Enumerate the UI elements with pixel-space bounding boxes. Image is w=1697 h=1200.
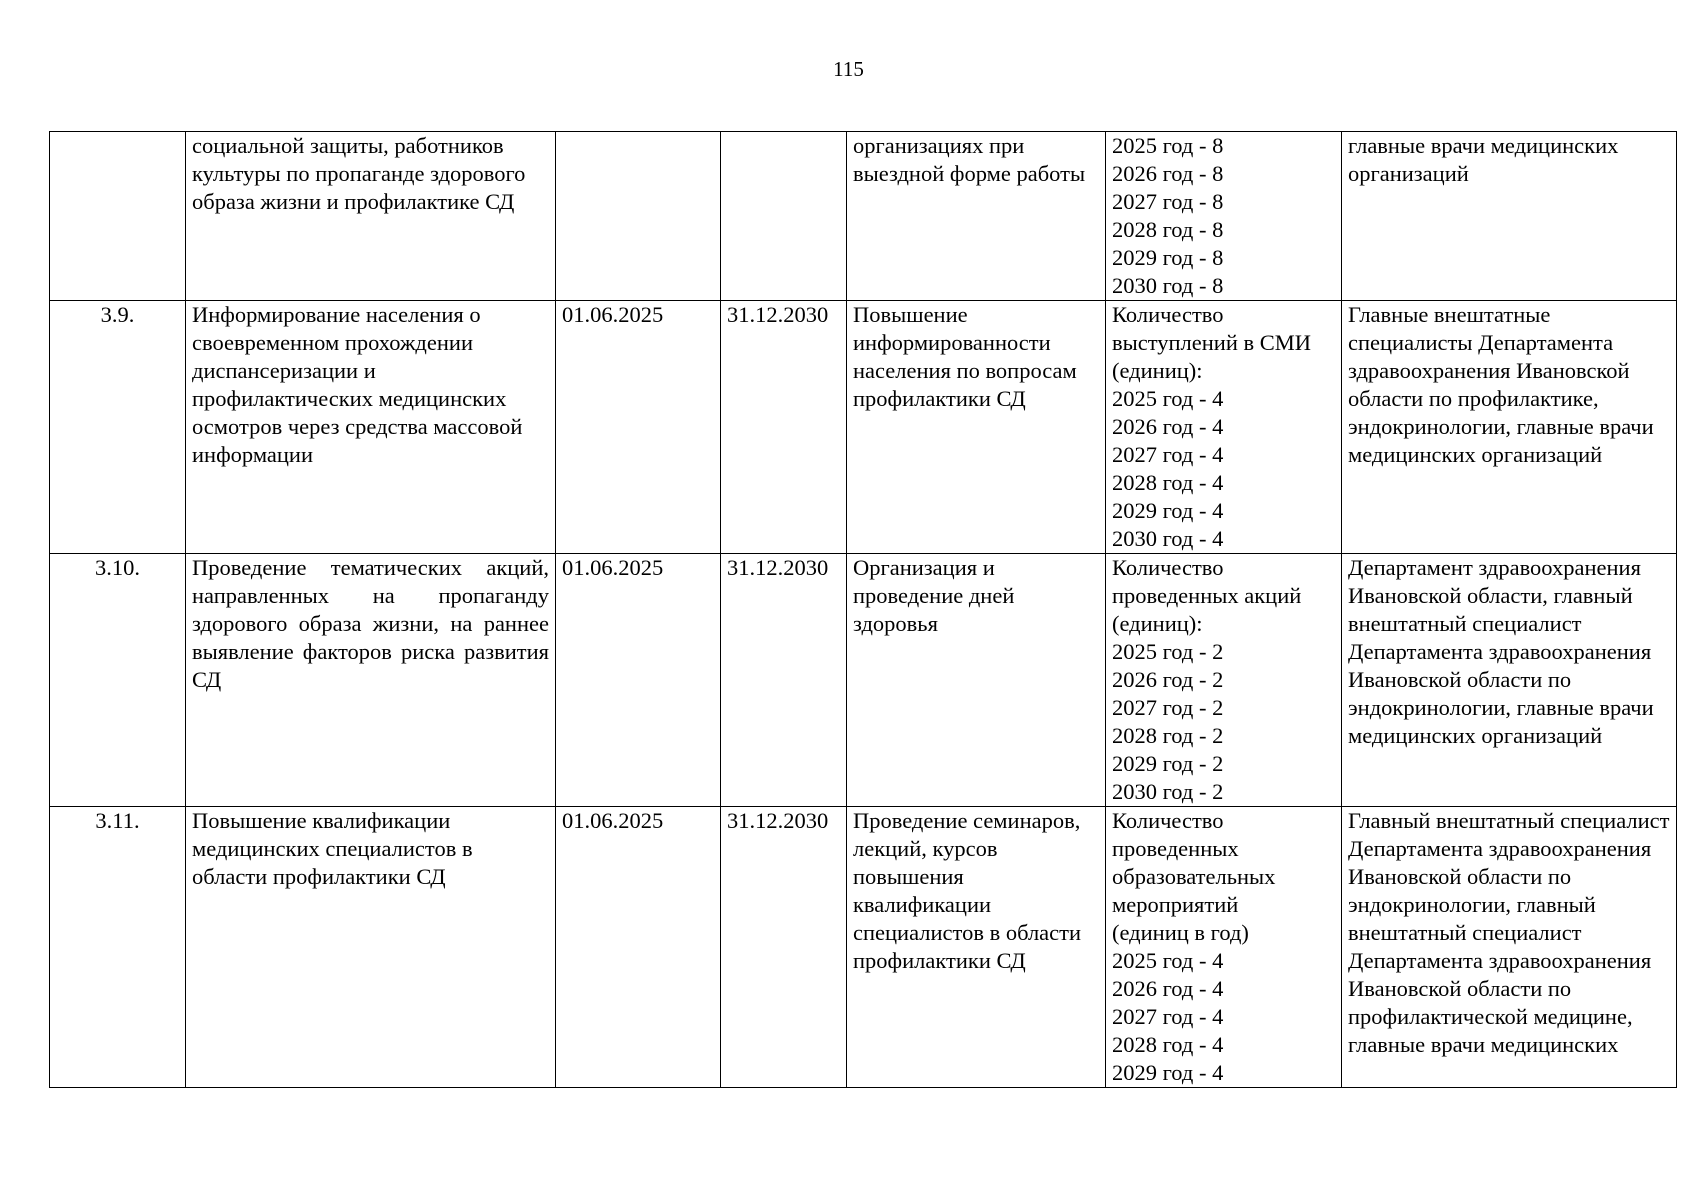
activity-name: Информирование населения о своевременном прохождении диспансеризации и профилактических медицинских осмотров через средства массовой информации <box>186 301 556 554</box>
indicator-line: 2030 год - 8 <box>1112 273 1224 298</box>
indicator-line: 2028 год - 8 <box>1112 217 1224 242</box>
indicator-line: 2026 год - 4 <box>1112 976 1224 1001</box>
page-number: 115 <box>833 57 864 81</box>
start-date <box>556 132 721 301</box>
indicator-line: 2026 год - 2 <box>1112 667 1224 692</box>
end-date <box>721 132 847 301</box>
expected-result: Организация и проведение дней здоровья <box>847 554 1106 807</box>
activity-name: Повышение квалификации медицинских специалистов в области профилактики СД <box>186 807 556 1088</box>
indicator-line: 2029 год - 2 <box>1112 751 1224 776</box>
end-date: 31.12.2030 <box>721 807 847 1088</box>
start-date: 01.06.2025 <box>556 554 721 807</box>
indicator-line: 2027 год - 4 <box>1112 442 1224 467</box>
indicator-line: 2027 год - 8 <box>1112 189 1224 214</box>
table-row <box>50 807 1677 1088</box>
indicator-line: 2027 год - 4 <box>1112 1004 1224 1029</box>
expected-result: Повышение информированности населения по вопросам профилактики СД <box>847 301 1106 554</box>
table-row <box>50 301 1677 554</box>
start-date: 01.06.2025 <box>556 301 721 554</box>
indicator-line: Количество <box>1112 808 1224 833</box>
end-date: 31.12.2030 <box>721 301 847 554</box>
indicator-line: образовательных <box>1112 864 1276 889</box>
indicator-line: 2025 год - 4 <box>1112 386 1224 411</box>
indicator-line: (единиц): <box>1112 358 1203 383</box>
indicator <box>1106 807 1342 1088</box>
indicator-line: мероприятий <box>1112 892 1239 917</box>
indicator-line: 2025 год - 2 <box>1112 639 1224 664</box>
indicator-line: 2028 год - 4 <box>1112 1032 1224 1057</box>
indicator-line: проведенных <box>1112 836 1239 861</box>
end-date: 31.12.2030 <box>721 554 847 807</box>
indicator-line: 2029 год - 8 <box>1112 245 1224 270</box>
indicator-line: 2027 год - 2 <box>1112 695 1224 720</box>
row-number: 3.11. <box>50 807 186 1088</box>
table-row <box>50 554 1677 807</box>
indicator-line: Количество <box>1112 302 1224 327</box>
indicator-line: проведенных акций <box>1112 583 1302 608</box>
indicator-line: 2026 год - 8 <box>1112 161 1224 186</box>
indicator-line: выступлений в СМИ <box>1112 330 1312 355</box>
responsible: Главный внештатный специалист Департамента здравоохранения Ивановской области по эндокринологии, главный внештатный специалист Департамента здравоохранения Ивановской области по профилактической медицине, главные врачи медицинских <box>1342 807 1677 1088</box>
indicator-line: 2025 год - 8 <box>1112 133 1224 158</box>
indicator-line: 2029 год - 4 <box>1112 1060 1224 1085</box>
activity-name: социальной защиты, работников культуры по пропаганде здорового образа жизни и профилактике СД <box>186 132 556 301</box>
activity-name: Проведение тематических акций, направленных на пропаганду здорового образа жизни, на раннее выявление факторов риска развития СД <box>186 554 556 807</box>
indicator <box>1106 301 1342 554</box>
table-row <box>50 132 1677 301</box>
expected-result: Проведение семинаров, лекций, курсов повышения квалификации специалистов в области профилактики СД <box>847 807 1106 1088</box>
expected-result: организациях при выездной форме работы <box>847 132 1106 301</box>
indicator <box>1106 132 1342 301</box>
indicator-line: 2028 год - 4 <box>1112 470 1224 495</box>
responsible: Департамент здравоохранения Ивановской области, главный внештатный специалист Департамента здравоохранения Ивановской области по эндокринологии, главные врачи медицинских организаций <box>1342 554 1677 807</box>
row-number <box>50 132 186 301</box>
indicator-line: 2026 год - 4 <box>1112 414 1224 439</box>
row-number: 3.10. <box>50 554 186 807</box>
indicator-line: (единиц): <box>1112 611 1203 636</box>
indicator <box>1106 554 1342 807</box>
indicator-line: 2030 год - 4 <box>1112 526 1224 551</box>
start-date: 01.06.2025 <box>556 807 721 1088</box>
indicator-line: 2029 год - 4 <box>1112 498 1224 523</box>
indicator-line: Количество <box>1112 555 1224 580</box>
responsible: главные врачи медицинских организаций <box>1342 132 1677 301</box>
indicator-line: 2030 год - 2 <box>1112 779 1224 804</box>
activities-table <box>49 131 1677 1088</box>
indicator-line: 2025 год - 4 <box>1112 948 1224 973</box>
responsible: Главные внештатные специалисты Департамента здравоохранения Ивановской области по профилактике, эндокринологии, главные врачи медицинских организаций <box>1342 301 1677 554</box>
indicator-line: (единиц в год) <box>1112 920 1249 945</box>
indicator-line: 2028 год - 2 <box>1112 723 1224 748</box>
row-number: 3.9. <box>50 301 186 554</box>
